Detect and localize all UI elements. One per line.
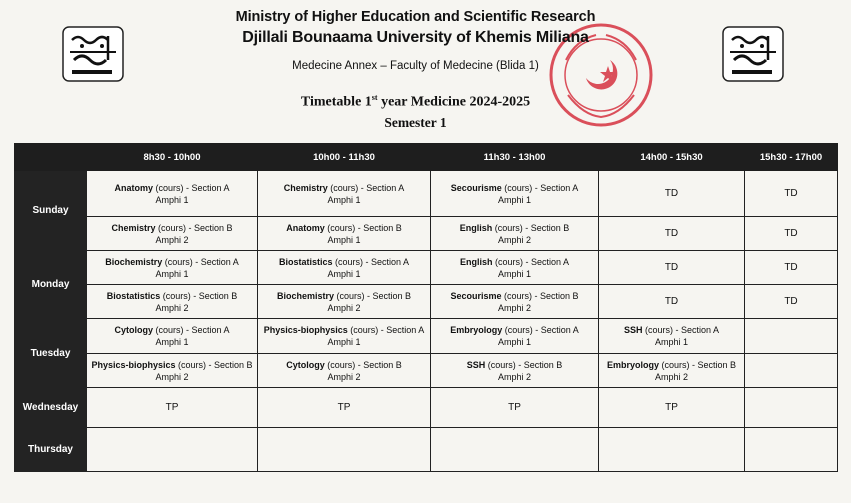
class-cell (87, 285, 258, 319)
class-cell (431, 354, 599, 388)
class-entry (258, 324, 430, 348)
class-line (431, 182, 598, 194)
amphi-room: Amphi 2 (497, 371, 532, 382)
table-row (15, 428, 838, 472)
class-cell (87, 354, 258, 388)
class-cell (258, 217, 431, 251)
class-cell (87, 251, 258, 285)
subject-name: Cytology (286, 359, 325, 370)
subject-name: Embryology (606, 359, 659, 370)
class-entry (87, 222, 257, 246)
class-line (431, 222, 598, 234)
class-cell (431, 171, 599, 217)
class-cell (431, 251, 599, 285)
section-label: Section A (366, 182, 405, 193)
section-label: Section A (540, 325, 579, 335)
subject-name: Biostatistics (106, 290, 161, 301)
subject-name: Anatomy (114, 182, 153, 193)
section-label: Section A (191, 325, 230, 335)
class-cell (599, 285, 745, 319)
class-cell (599, 428, 745, 472)
practical-session-label: TP (665, 402, 678, 413)
class-line (599, 324, 744, 336)
class-cell (258, 171, 431, 217)
subject-name: Physics-biophysics (91, 359, 176, 370)
course-type: (cours) - (324, 359, 364, 370)
time-slot-header: 15h30 - 17h00 (745, 144, 838, 171)
day-label-monday: Monday (15, 251, 87, 319)
class-cell (745, 285, 838, 319)
day-label-wednesday: Wednesday (15, 388, 87, 428)
tutorial-session-label: TD (784, 262, 798, 273)
section-label: Section B (198, 290, 238, 301)
class-entry (431, 290, 598, 314)
course-type: (cours) - (160, 290, 199, 301)
amphi-room: Amphi 2 (155, 234, 189, 245)
class-line (431, 290, 598, 302)
amphi-room: Amphi 1 (155, 268, 189, 279)
table-row (15, 354, 838, 388)
class-line (258, 290, 430, 302)
section-label: Section B (372, 290, 412, 301)
amphi-room: Amphi 1 (327, 194, 361, 205)
tutorial-session-label: TD (664, 262, 679, 273)
amphi-room: Amphi 2 (155, 302, 189, 313)
course-type: (cours) - (501, 290, 540, 301)
class-entry (258, 256, 430, 280)
course-type: (cours) - (155, 222, 194, 233)
subject-name: Embryology (450, 325, 503, 335)
class-cell (87, 217, 258, 251)
class-line (258, 324, 430, 336)
class-line (87, 290, 257, 302)
class-cell (431, 285, 599, 319)
time-slot-header: 11h30 - 13h00 (431, 144, 599, 171)
class-cell (745, 428, 838, 472)
amphi-room: Amphi 2 (497, 302, 532, 313)
table-row (15, 217, 838, 251)
course-type: (cours) - (485, 359, 524, 370)
section-label: Section A (200, 256, 239, 267)
class-entry (431, 256, 598, 280)
table-row (15, 251, 838, 285)
amphi-room: Amphi 2 (327, 302, 361, 313)
ministry-heading: Ministry of Higher Education and Scientific Research (235, 9, 596, 25)
class-cell (745, 319, 838, 354)
corner-cell (15, 144, 87, 171)
tutorial-session-label: TD (784, 228, 798, 239)
class-entry (431, 182, 598, 206)
section-label: Section A (386, 325, 425, 335)
subject-name: Anatomy (286, 222, 325, 233)
section-label: Section B (363, 222, 402, 233)
section-label: Section A (371, 256, 410, 267)
time-slot-header: 14h00 - 15h30 (599, 144, 745, 171)
annex-subheading: Medecine Annex – Faculty of Medecine (Blida 1) (292, 60, 539, 72)
subject-name: Biostatistics (278, 256, 333, 267)
course-type: (cours) - (347, 325, 387, 335)
section-label: Section A (191, 182, 230, 193)
class-line (87, 182, 257, 194)
class-entry (87, 290, 257, 314)
class-entry (258, 222, 430, 246)
subject-name: SSH (623, 325, 643, 335)
course-type: (cours) - (492, 222, 531, 233)
class-cell (258, 251, 431, 285)
class-line (431, 324, 598, 336)
practical-session-label: TP (165, 402, 179, 413)
class-entry (87, 359, 257, 383)
course-type: (cours) - (333, 290, 373, 301)
subject-name: Physics-biophysics (263, 325, 348, 335)
class-cell (599, 354, 745, 388)
course-type: (cours) - (324, 222, 364, 233)
class-cell (431, 428, 599, 472)
class-line (258, 256, 430, 268)
subject-name: Biochemistry (276, 290, 334, 301)
class-cell (258, 354, 431, 388)
class-entry (258, 359, 430, 383)
subject-name: Chemistry (283, 182, 328, 193)
day-label-tuesday: Tuesday (15, 319, 87, 388)
section-label: Section A (531, 256, 570, 267)
time-slot-header: 10h00 - 11h30 (258, 144, 431, 171)
class-cell (745, 171, 838, 217)
amphi-room: Amphi 1 (497, 268, 532, 279)
class-entry (258, 182, 430, 206)
class-line (87, 359, 257, 371)
class-entry (87, 182, 257, 206)
class-entry (87, 324, 257, 348)
timetable-grid (14, 143, 838, 472)
timetable-body (15, 171, 838, 472)
subject-name: Secourisme (450, 182, 502, 193)
section-label: Section B (214, 359, 253, 370)
class-cell (599, 171, 745, 217)
amphi-room: Amphi 2 (327, 371, 361, 382)
day-label-sunday: Sunday (15, 171, 87, 251)
university-heading: Djillali Bounaama University of Khemis Miliana (242, 29, 589, 46)
class-cell (745, 354, 838, 388)
amphi-room: Amphi 2 (654, 371, 689, 382)
amphi-room: Amphi 1 (327, 268, 361, 279)
subject-name: English (459, 222, 493, 233)
class-entry (431, 324, 598, 348)
section-label: Section B (194, 222, 233, 233)
section-label: Section B (363, 359, 402, 370)
course-type: (cours) - (152, 325, 192, 335)
semester-label: Semester 1 (384, 115, 447, 130)
amphi-room: Amphi 1 (155, 337, 189, 347)
table-row (15, 171, 838, 217)
class-cell (87, 428, 258, 472)
course-type: (cours) - (175, 359, 215, 370)
class-line (87, 324, 257, 336)
class-cell (599, 388, 745, 428)
subject-name: Cytology (114, 325, 153, 335)
class-cell (599, 251, 745, 285)
class-line (431, 256, 598, 268)
subject-name: SSH (466, 359, 486, 370)
class-entry (258, 290, 430, 314)
class-cell (745, 217, 838, 251)
class-entry (599, 324, 744, 348)
table-row (15, 388, 838, 428)
amphi-room: Amphi 2 (155, 371, 189, 382)
course-type: (cours) - (502, 325, 541, 335)
course-type: (cours) - (162, 256, 201, 267)
time-slot-header: 8h30 - 10h00 (87, 144, 258, 171)
tutorial-session-label: TD (784, 188, 798, 199)
timetable-title: Timetable 1st year Medicine 2024-2025 (300, 93, 531, 110)
class-line (599, 359, 744, 371)
section-label: Section B (697, 359, 737, 370)
amphi-room: Amphi 1 (327, 234, 361, 245)
tutorial-session-label: TD (784, 296, 798, 307)
class-line (431, 359, 598, 371)
class-cell (258, 388, 431, 428)
class-cell (258, 285, 431, 319)
section-label: Section A (540, 182, 579, 193)
course-type: (cours) - (642, 325, 681, 335)
practical-session-label: TP (337, 402, 351, 413)
class-line (258, 182, 430, 194)
amphi-room: Amphi 1 (155, 194, 189, 205)
amphi-room: Amphi 1 (654, 337, 689, 347)
course-type: (cours) - (327, 182, 367, 193)
class-line (87, 256, 257, 268)
class-entry (599, 359, 744, 383)
class-entry (431, 222, 598, 246)
class-cell (745, 388, 838, 428)
class-cell (87, 388, 258, 428)
class-cell (87, 171, 258, 217)
class-entry (87, 256, 257, 280)
day-label-thursday: Thursday (15, 428, 87, 472)
class-line (258, 222, 430, 234)
table-row (15, 285, 838, 319)
amphi-room: Amphi 1 (327, 337, 361, 347)
class-cell (745, 251, 838, 285)
course-type: (cours) - (152, 182, 192, 193)
subject-name: Chemistry (111, 222, 156, 233)
course-type: (cours) - (658, 359, 698, 370)
class-cell (431, 217, 599, 251)
course-type: (cours) - (501, 182, 541, 193)
class-cell (258, 319, 431, 354)
tutorial-session-label: TD (664, 296, 679, 307)
class-cell (431, 388, 599, 428)
amphi-room: Amphi 1 (497, 194, 532, 205)
class-cell (599, 319, 745, 354)
table-row (15, 319, 838, 354)
class-cell (599, 217, 745, 251)
section-label: Section B (540, 290, 579, 301)
class-line (258, 359, 430, 371)
tutorial-session-label: TD (664, 188, 679, 199)
practical-session-label: TP (508, 402, 521, 413)
section-label: Section B (523, 359, 563, 370)
subject-name: Biochemistry (105, 256, 163, 267)
class-cell (258, 428, 431, 472)
amphi-room: Amphi 2 (497, 234, 532, 245)
course-type: (cours) - (492, 256, 531, 267)
class-cell (431, 319, 599, 354)
section-label: Section B (530, 222, 570, 233)
time-slot-header-row (15, 144, 838, 171)
class-line (87, 222, 257, 234)
subject-name: English (459, 256, 493, 267)
section-label: Section A (681, 325, 720, 335)
class-cell (87, 319, 258, 354)
tutorial-session-label: TD (664, 228, 679, 239)
amphi-room: Amphi 1 (497, 337, 532, 347)
course-type: (cours) - (332, 256, 371, 267)
subject-name: Secourisme (450, 290, 502, 301)
class-entry (431, 359, 598, 383)
